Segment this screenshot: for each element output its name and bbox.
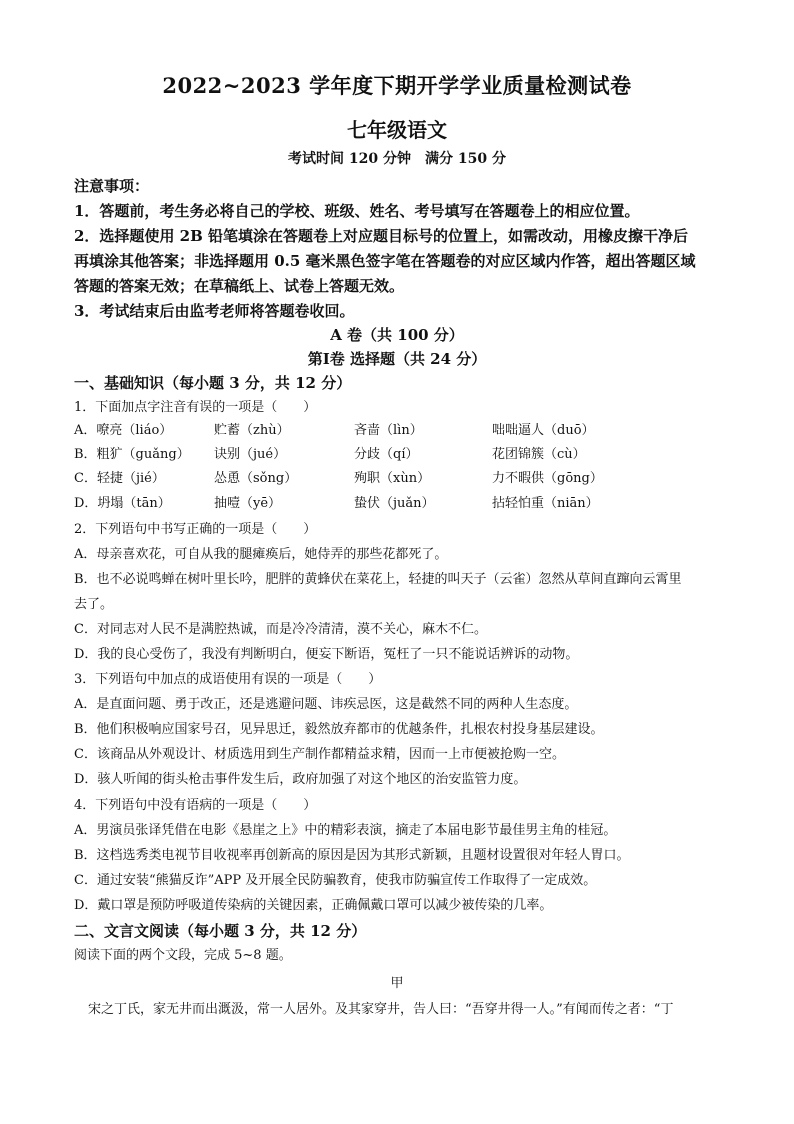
option-cell: 蛰伏（juǎn） bbox=[354, 496, 435, 511]
question-3-stem: 3．下列语句中加点的成语使用有误的一项是（ ） bbox=[74, 672, 382, 687]
question-3-option: D．骇人听闻的街头枪击事件发生后，政府加强了对这个地区的治安监管力度。 bbox=[74, 772, 527, 787]
option-cell: 吝啬（lìn） bbox=[354, 423, 423, 438]
option-cell: 咄咄逼人（duō） bbox=[492, 423, 595, 438]
question-2-option: 去了。 bbox=[74, 597, 114, 612]
option-cell: 力不暇供（gōng） bbox=[492, 471, 603, 486]
option-cell: 拈轻怕重（niān） bbox=[492, 496, 599, 511]
subject-title: 七年级语文 bbox=[347, 118, 447, 142]
option-cell: 抽噎（yē） bbox=[214, 496, 282, 511]
question-4-option: D．戴口罩是预防呼吸道传染病的关键因素，正确佩戴口罩可以减少被传染的几率。 bbox=[74, 898, 553, 913]
question-4-option: B．这档选秀类电视节目收视率再创新高的原因是因为其形式新颖，且题材设置很对年轻人胃口。 bbox=[74, 848, 630, 863]
part-one-heading: 第Ⅰ卷 选择题（共 24 分） bbox=[307, 350, 487, 368]
question-2-option: A．母亲喜欢花，可自从我的腿瘫痪后，她侍弄的那些花都死了。 bbox=[74, 547, 448, 562]
option-cell: B．粗犷（guǎng） bbox=[74, 447, 190, 462]
question-3-option: C．该商品从外观设计、材质选用到生产制作都精益求精，因而一上市便被抢购一空。 bbox=[74, 747, 565, 762]
section-two-intro: 阅读下面的两个文段，完成 5~8 题。 bbox=[74, 948, 292, 963]
option-cell: 贮蓄（zhù） bbox=[214, 423, 290, 438]
option-cell: A．嘹亮（liáo） bbox=[74, 423, 173, 438]
note-item: 答题的答案无效；在草稿纸上、试卷上答题无效。 bbox=[74, 277, 405, 295]
note-item: 2．选择题使用 2B 铅笔填涂在答题卷上对应题目标号的位置上，如需改动，用橡皮擦干净后 bbox=[74, 227, 689, 245]
option-cell: C．轻捷（jié） bbox=[74, 471, 165, 486]
question-2-option: D．我的良心受伤了，我没有判断明白，便妄下断语，冤枉了一只不能说话辨诉的动物。 bbox=[74, 647, 579, 662]
note-item: 3．考试结束后由监考老师将答题卷收回。 bbox=[74, 302, 355, 320]
exam-info: 考试时间 120 分钟 满分 150 分 bbox=[288, 151, 506, 167]
notes-heading: 注意事项： bbox=[74, 177, 150, 195]
question-1-stem: 1．下面加点字注音有误的一项是（ ） bbox=[74, 400, 317, 415]
option-cell: 花团锦簇（cù） bbox=[492, 447, 586, 462]
question-3-option: B．他们积极响应国家号召，见异思迁，毅然放弃都市的优越条件，扎根农村投身基层建设。 bbox=[74, 722, 604, 737]
section-one-heading: 一、基础知识（每小题 3 分，共 12 分） bbox=[74, 374, 352, 392]
question-3-option: A．是直面问题、勇于改正，还是逃避问题、讳疾忌医，这是截然不同的两种人生态度。 bbox=[74, 697, 578, 712]
option-cell: D．坍塌（tān） bbox=[74, 496, 171, 511]
option-cell: 怂恿（sǒng） bbox=[214, 471, 298, 486]
option-cell: 分歧（qí） bbox=[354, 447, 419, 462]
note-item: 再填涂其他答案；非选择题用 0.5 毫米黑色签字笔在答题卷的对应区域内作答，超出答题区域 bbox=[74, 252, 696, 270]
option-cell: 诀别（jué） bbox=[214, 447, 287, 462]
passage-label: 甲 bbox=[390, 976, 404, 991]
question-4-stem: 4．下列语句中没有语病的一项是（ ） bbox=[74, 798, 317, 813]
passage-text: 宋之丁氏，家无井而出溉汲，常一人居外。及其家穿井，告人曰：“吾穿井得一人。”有闻而传之者：“丁 bbox=[88, 1002, 674, 1017]
question-2-option: B．也不必说鸣蝉在树叶里长吟，肥胖的黄蜂伏在菜花上，轻捷的叫天子（云雀）忽然从草间直蹿向云霄里 bbox=[74, 572, 682, 587]
volume-a-heading: A 卷（共 100 分） bbox=[330, 326, 464, 344]
question-2-option: C．对同志对人民不是满腔热诚，而是冷冷清清，漠不关心，麻木不仁。 bbox=[74, 622, 487, 637]
question-2-stem: 2．下列语句中书写正确的一项是（ ） bbox=[74, 522, 317, 537]
question-4-option: C．通过安装“熊猫反诈”APP 及开展全民防骗教育，使我市防骗宣传工作取得了一定成效。 bbox=[74, 873, 597, 888]
option-cell: 殉职（xùn） bbox=[354, 471, 431, 486]
note-item: 1．答题前，考生务必将自己的学校、班级、姓名、考号填写在答题卷上的相应位置。 bbox=[74, 202, 640, 220]
exam-title: 2022~2023 学年度下期开学学业质量检测试卷 bbox=[162, 73, 632, 98]
question-4-option: A．男演员张译凭借在电影《悬崖之上》中的精彩表演，摘走了本届电影节最佳男主角的桂冠。 bbox=[74, 823, 617, 838]
section-two-heading: 二、文言文阅读（每小题 3 分，共 12 分） bbox=[74, 922, 367, 940]
